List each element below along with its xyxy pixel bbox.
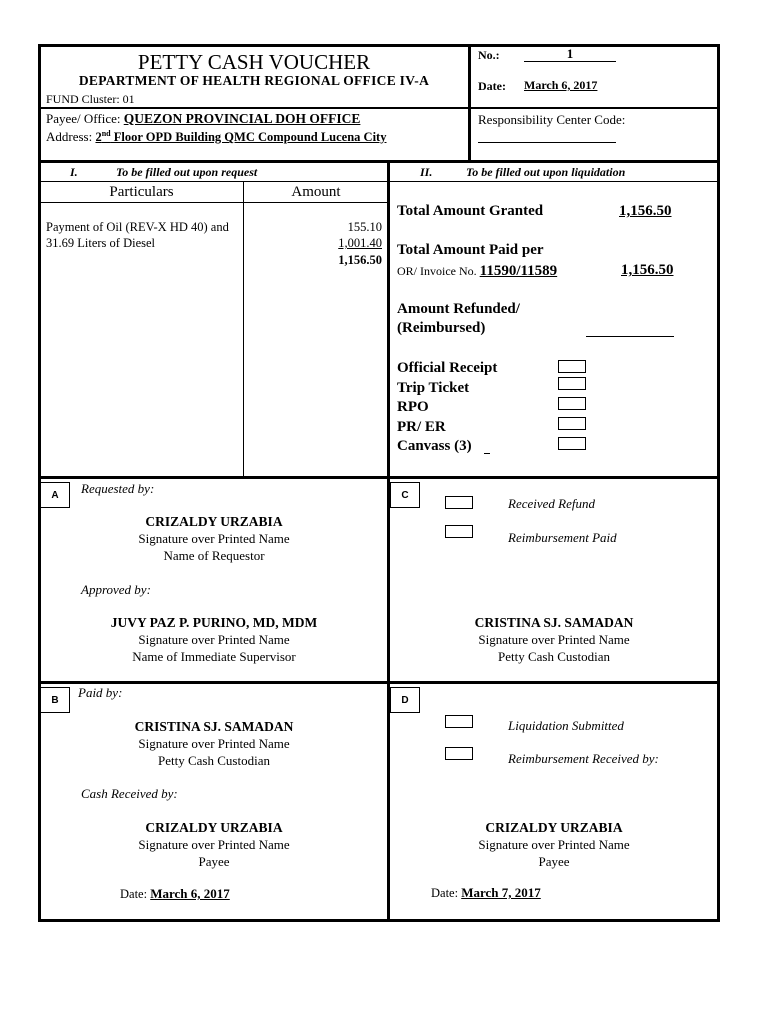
section2-numeral: II. xyxy=(420,165,433,179)
payee-sig-line: Signature over Printed Name xyxy=(478,837,630,852)
divider-header-vertical xyxy=(468,44,471,162)
amount-line-1: 155.10 xyxy=(347,220,382,234)
requestor-sig-line: Signature over Printed Name xyxy=(138,531,290,546)
checklist-official-receipt: Official Receipt xyxy=(397,360,498,376)
block-b-date xyxy=(120,886,230,902)
payer-name: CRISTINA SJ. SAMADAN xyxy=(134,719,294,734)
divider-payee xyxy=(38,160,720,163)
checkbox-reimbursement-paid[interactable] xyxy=(445,525,473,538)
block-b-date-label: Date: xyxy=(120,887,148,901)
approver-name: JUVY PAZ P. PURINO, MD, MDM xyxy=(110,615,318,630)
divider-particulars-amount xyxy=(243,182,244,477)
refunded-value-line[interactable] xyxy=(586,336,674,337)
or-invoice-line xyxy=(397,263,557,280)
address-line xyxy=(46,129,386,145)
payee-value: QUEZON PROVINCIAL DOH OFFICE xyxy=(123,111,361,126)
divider-header xyxy=(38,107,470,109)
custodian-name: CRISTINA SJ. SAMADAN xyxy=(474,615,634,630)
block-b-date-value: March 6, 2017 xyxy=(150,886,230,901)
checklist-canvass: Canvass (3) xyxy=(397,438,472,454)
payee-label: Payee/ Office: xyxy=(46,111,121,126)
canvass-underline xyxy=(484,453,490,454)
checkbox-rpo[interactable] xyxy=(558,397,586,410)
refunded-label: Amount Refunded/ xyxy=(397,301,520,317)
address-rest: Floor OPD Building QMC Compound Lucena City xyxy=(110,130,387,145)
checklist-rpo: RPO xyxy=(397,399,429,415)
custodian-role: Petty Cash Custodian xyxy=(498,649,610,664)
payer-signature xyxy=(40,718,388,769)
requested-by-label: Requested by: xyxy=(81,481,155,496)
approved-by-label: Approved by: xyxy=(81,582,151,597)
total-granted-label: Total Amount Granted xyxy=(397,203,544,219)
receiver-signature xyxy=(40,819,388,870)
fund-cluster xyxy=(46,92,135,107)
payee-role: Payee xyxy=(538,854,570,869)
checkbox-liquidation-submitted[interactable] xyxy=(445,715,473,728)
reimbursement-received-by-label: Reimbursement Received by: xyxy=(508,751,659,766)
responsibility-center-label: Responsibility Center Code: xyxy=(478,112,626,127)
approver-signature xyxy=(40,614,388,665)
receiver-name: CRIZALDY URZABIA xyxy=(145,820,283,835)
receiver-sig-line: Signature over Printed Name xyxy=(138,837,290,852)
checkbox-received-refund[interactable] xyxy=(445,496,473,509)
block-c-tag: C xyxy=(390,482,420,508)
checklist-pr-er: PR/ ER xyxy=(397,419,446,435)
custodian-signature xyxy=(390,614,718,665)
divider-middle xyxy=(38,476,720,479)
section1-numeral: I. xyxy=(70,165,78,179)
divider-section-heading xyxy=(38,181,720,182)
payee-signature xyxy=(390,819,718,870)
block-a-tag: A xyxy=(40,482,70,508)
no-label: No.: xyxy=(478,48,500,62)
block-d-date-label: Date: xyxy=(431,886,459,900)
section1-heading: To be filled out upon request xyxy=(116,165,258,179)
liquidation-submitted-label: Liquidation Submitted xyxy=(508,718,624,733)
fund-cluster-value: 01 xyxy=(122,92,135,106)
or-invoice-label: OR/ Invoice No. xyxy=(397,264,477,278)
particulars-header: Particulars xyxy=(109,184,174,200)
requestor-signature xyxy=(40,513,388,564)
cash-received-by-label: Cash Received by: xyxy=(81,786,178,801)
voucher-title: PETTY CASH VOUCHER xyxy=(137,50,371,74)
reimbursement-paid-label: Reimbursement Paid xyxy=(508,530,617,545)
responsibility-center-value-line[interactable] xyxy=(478,142,616,143)
no-value: 1 xyxy=(524,46,616,62)
payer-role: Petty Cash Custodian xyxy=(158,753,270,768)
address-sup: nd xyxy=(101,129,111,138)
total-granted-value: 1,156.50 xyxy=(619,203,672,219)
fund-cluster-label: FUND Cluster: xyxy=(46,92,120,106)
approver-sig-line: Signature over Printed Name xyxy=(138,632,290,647)
reimbursed-label: (Reimbursed) xyxy=(397,320,486,336)
paid-by-label: Paid by: xyxy=(78,685,123,700)
address-value xyxy=(95,130,386,144)
block-d-date-value: March 7, 2017 xyxy=(461,885,541,900)
address-floor: 2 xyxy=(95,130,102,145)
department-name: DEPARTMENT OF HEALTH REGIONAL OFFICE IV-A xyxy=(78,73,430,88)
received-refund-label: Received Refund xyxy=(508,496,595,511)
section2-heading: To be filled out upon liquidation xyxy=(466,165,626,179)
block-d-date xyxy=(431,885,541,901)
particulars-text: Payment of Oil (REV-X HD 40) and 31.69 Liters of Diesel xyxy=(46,220,229,250)
date-label: Date: xyxy=(478,79,506,93)
checkbox-reimbursement-received[interactable] xyxy=(445,747,473,760)
or-invoice-value: 11590/11589 xyxy=(479,263,558,279)
checklist-trip-ticket: Trip Ticket xyxy=(397,380,470,396)
checkbox-pr-er[interactable] xyxy=(558,417,586,430)
address-label: Address: xyxy=(46,129,93,145)
requestor-name: CRIZALDY URZABIA xyxy=(145,514,283,529)
total-paid-value: 1,156.50 xyxy=(621,262,674,278)
divider-header-right xyxy=(468,107,720,109)
block-b-tag: B xyxy=(40,687,70,713)
amount-line-2: 1,001.40 xyxy=(338,236,382,250)
divider-particulars-header xyxy=(38,202,388,203)
approver-role: Name of Immediate Supervisor xyxy=(132,649,296,664)
payee-line xyxy=(46,111,360,127)
block-d-tag: D xyxy=(390,687,420,713)
divider-lower xyxy=(38,681,720,684)
checkbox-trip-ticket[interactable] xyxy=(558,377,586,390)
checkbox-official-receipt[interactable] xyxy=(558,360,586,373)
date-value: March 6, 2017 xyxy=(524,78,598,92)
amount-total: 1,156.50 xyxy=(338,253,382,267)
checkbox-canvass[interactable] xyxy=(558,437,586,450)
payer-sig-line: Signature over Printed Name xyxy=(138,736,290,751)
payee-name: CRIZALDY URZABIA xyxy=(485,820,623,835)
total-paid-label: Total Amount Paid per xyxy=(397,242,544,258)
amount-header: Amount xyxy=(291,184,341,200)
custodian-sig-line: Signature over Printed Name xyxy=(478,632,630,647)
requestor-role: Name of Requestor xyxy=(163,548,265,563)
receiver-role: Payee xyxy=(198,854,230,869)
